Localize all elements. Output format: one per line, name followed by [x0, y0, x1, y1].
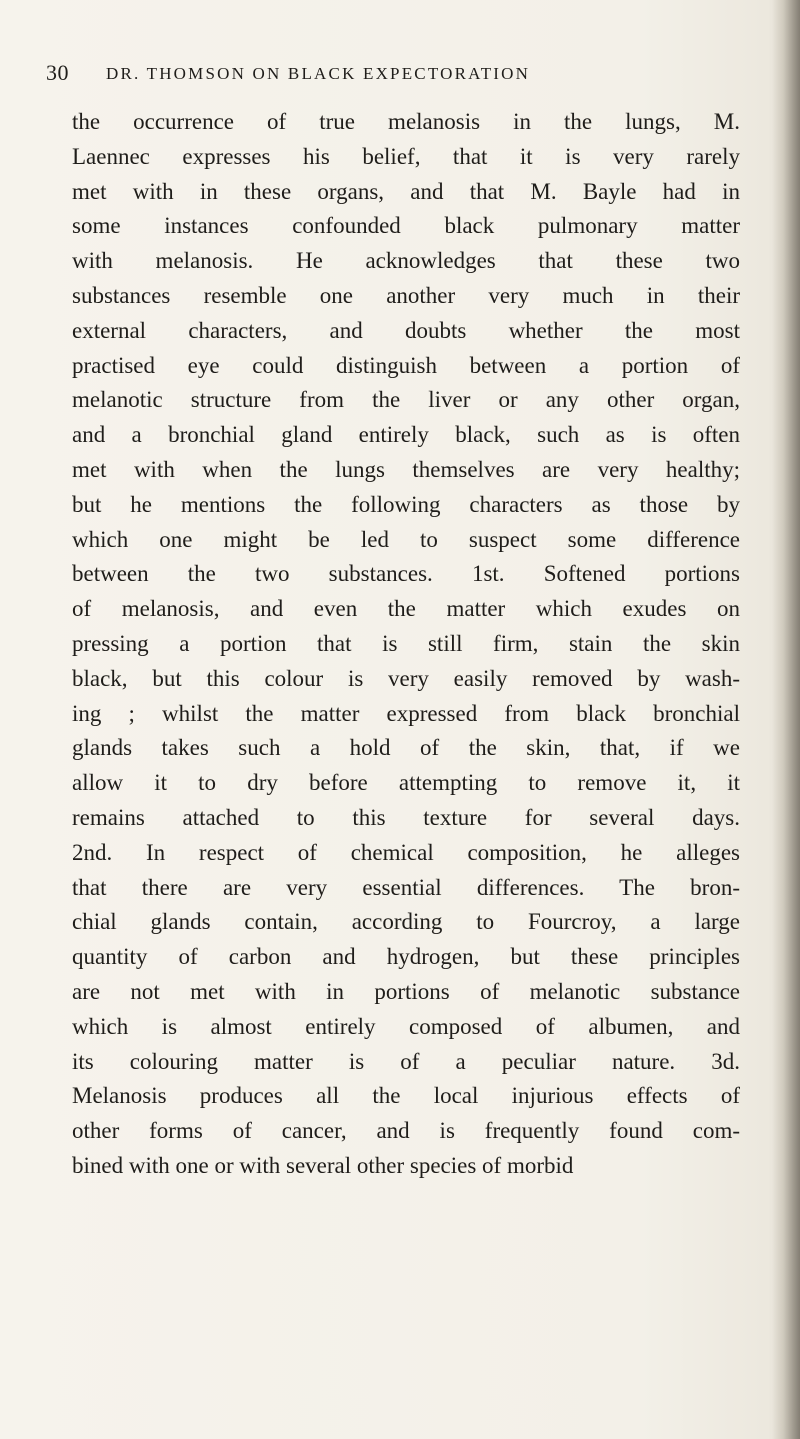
page-header: [46, 60, 746, 94]
text-line: bined with one or with several other species of morbid: [72, 1152, 574, 1178]
text-line: pressing a portion that is still firm, stain the skin: [72, 630, 740, 656]
running-title: DR. THOMSON ON BLACK EXPECTORATION: [106, 64, 531, 83]
text-line: some instances confounded black pulmonary matter: [72, 213, 740, 239]
text-line: met with when the lungs themselves are very healthy;: [72, 456, 740, 482]
text-line: are not met with in portions of melanotic substance: [72, 978, 740, 1004]
text-line: of melanosis, and even the matter which exudes on: [72, 596, 740, 622]
text-line: its colouring matter is of a peculiar nature. 3d.: [72, 1048, 740, 1074]
text-line: and a bronchial gland entirely black, such as is often: [72, 422, 740, 448]
text-line: the occurrence of true melanosis in the lungs, M.: [72, 109, 740, 134]
text-line: external characters, and doubts whether the most: [72, 317, 740, 343]
text-line: between the two substances. 1st. Softened portions: [72, 561, 740, 587]
text-line: substances resemble one another very much in their: [72, 282, 740, 308]
text-line: practised eye could distinguish between a portion of: [72, 352, 740, 378]
text-line: remains attached to this texture for several days.: [72, 804, 740, 830]
text-line: which one might be led to suspect some difference: [72, 526, 740, 552]
text-line: other forms of cancer, and is frequently found com-: [72, 1118, 740, 1144]
text-line: 2nd. In respect of chemical composition, he alleges: [72, 839, 740, 865]
text-line: which is almost entirely composed of albumen, and: [72, 1013, 740, 1039]
text-line: but he mentions the following characters as those by: [72, 491, 740, 517]
text-line: met with in these organs, and that M. Bayle had in: [72, 178, 740, 204]
text-line: ing ; whilst the matter expressed from black bronchial: [72, 700, 740, 726]
text-line: Laennec expresses his belief, that it is very rarely: [72, 143, 740, 169]
text-line: melanotic structure from the liver or any other organ,: [72, 387, 740, 413]
text-line: that there are very essential differences. The bron-: [72, 874, 740, 900]
text-line: quantity of carbon and hydrogen, but these principles: [72, 944, 740, 970]
text-line: Melanosis produces all the local injurious effects of: [72, 1083, 740, 1109]
text-line: glands takes such a hold of the skin, that, if we: [72, 735, 740, 761]
body-text: [72, 105, 740, 1184]
page-edge-shadow: [772, 0, 800, 1439]
text-line: allow it to dry before attempting to remove it, it: [72, 770, 740, 796]
text-line: black, but this colour is very easily removed by wash-: [72, 665, 740, 691]
text-line: chial glands contain, according to Fourcroy, a large: [72, 909, 740, 935]
page-number: 30: [46, 60, 69, 85]
text-line: with melanosis. He acknowledges that these two: [72, 248, 740, 274]
